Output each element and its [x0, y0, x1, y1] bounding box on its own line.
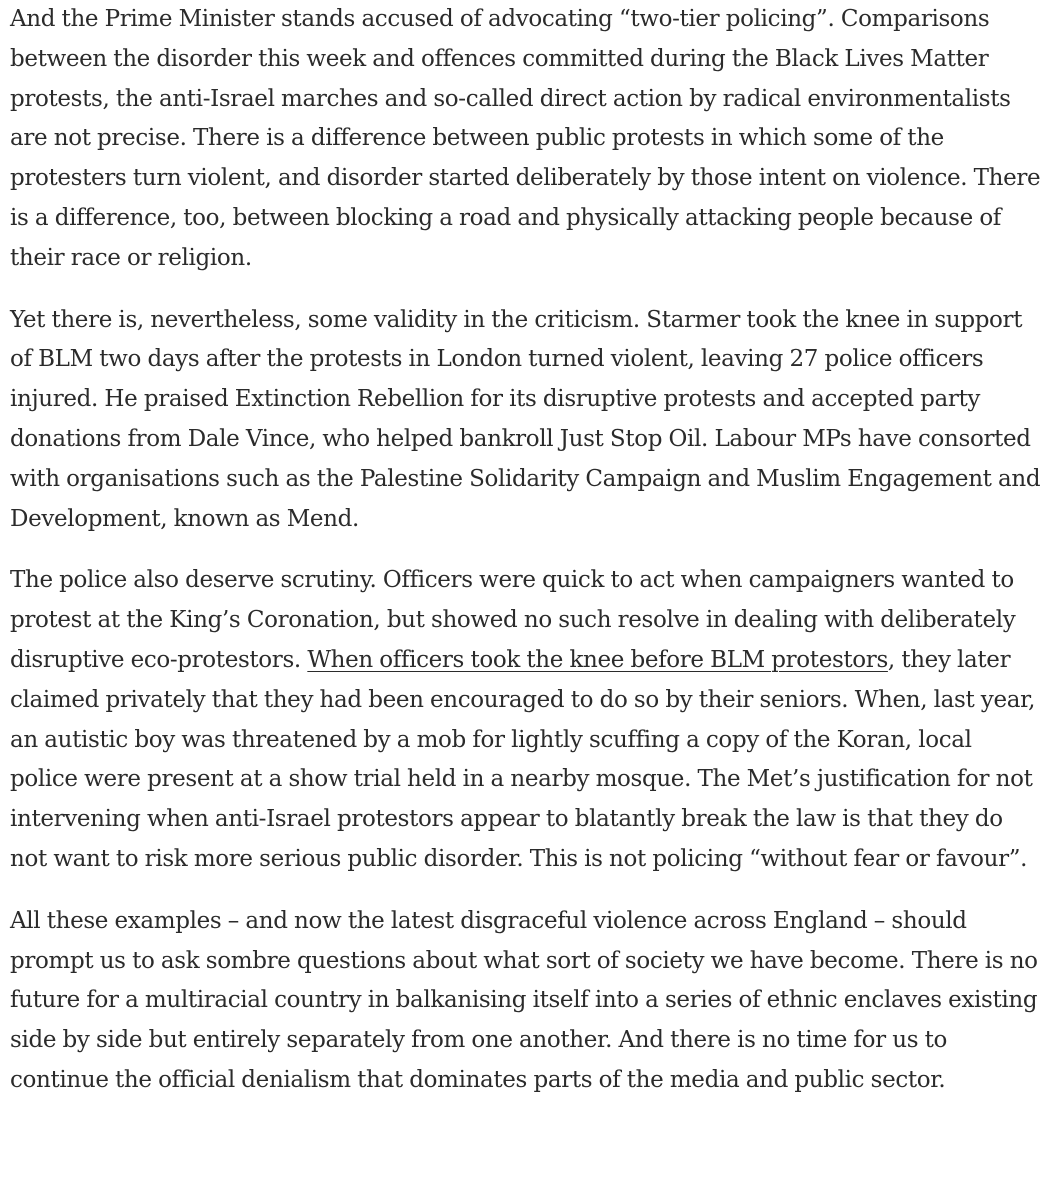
paragraph-text-before-link: The police also deserve scrutiny. Officers were quick to act when campaigners wanted to protest at the King’s Coronation, but showed no such resolve in dealing with deliberately disruptive eco-protestors.: [10, 567, 1016, 673]
paragraph-two-tier-policing: And the Prime Minister stands accused of advocating “two-tier policing”. Comparisons between the disorder this week and offences committed during the Black Lives Matter protests, the anti-Israel marches and so-called direct action by radical environmentalists are not precise. There is a difference between public protests in which some of the protesters turn violent, and disorder started deliberately by those intent on violence. There is a difference, too, between blocking a road and physically attacking people because of their race or religion.: [10, 6, 1041, 271]
paragraph-sombre-questions: All these examples – and now the latest disgraceful violence across England – should prompt us to ask sombre questions about what sort of society we have become. There is no future for a multiracial country in balkanising itself into a series of ethnic enclaves existing side by side but entirely separately from one another. And there is no time for us to continue the official denialism that dominates parts of the media and public sector.: [10, 907, 1038, 1093]
paragraph-police-scrutiny: [10, 561, 1042, 879]
paragraph-validity-criticism: Yet there is, nevertheless, some validity in the criticism. Starmer took the knee in support of BLM two days after the protests in London turned violent, leaving 27 police officers injured. He praised Extinction Rebellion for its disruptive protests and accepted party donations from Dale Vince, who helped bankroll Just Stop Oil. Labour MPs have consorted with organisations such as the Palestine Solidarity Campaign and Muslim Engagement and Development, known as Mend.: [10, 306, 1041, 532]
took-the-knee-link[interactable]: When officers took the knee before BLM protestors: [307, 646, 888, 673]
paragraph-text-after-link: , they later claimed privately that they had been encouraged to do so by their seniors. When, last year, an autistic boy was threatened by a mob for lightly scuffing a copy of the Koran, local police were present at a show trial held in a nearby mosque. The Met’s justification for not intervening when anti-Israel protestors appear to blatantly break the law is that they do not want to risk more serious public disorder. This is not policing “without fear or favour”.: [10, 646, 1036, 872]
